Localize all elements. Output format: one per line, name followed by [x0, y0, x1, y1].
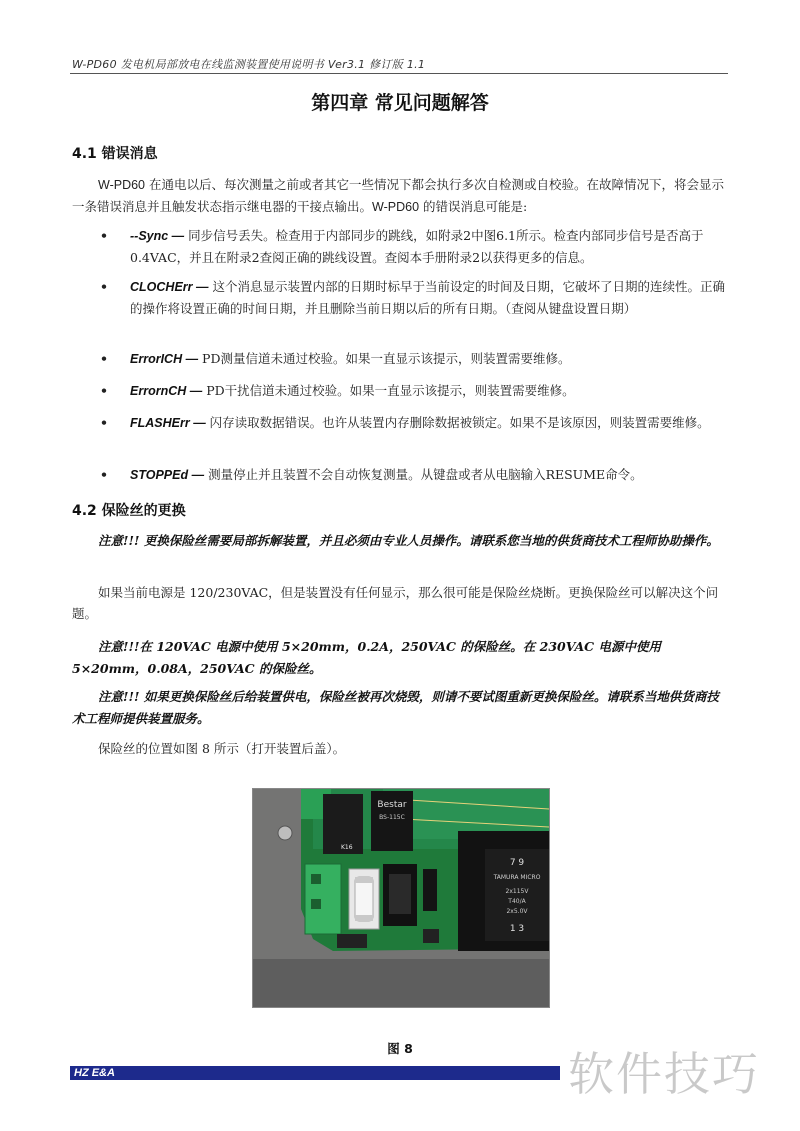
bullet-term: STOPPEd — — [130, 468, 205, 482]
intro-lead: W-PD60 — [98, 178, 146, 192]
bullet-term: FLASHErr — — [130, 416, 206, 430]
chapter-title: 第四章 常见问题解答 — [311, 92, 489, 114]
bullet-desc: 这个消息显示装置内部的日期时标早于当前设定的时间及日期，它破坏了日期的连续性。正确的操作将设置正确的时间日期，并且删除当前日期以后的所有日期。（查阅从键盘设置日期） — [130, 279, 725, 316]
watermark: 软件技巧 — [568, 1047, 760, 1101]
ic-component — [423, 869, 437, 911]
figure-caption: 图 8 — [387, 1041, 413, 1056]
bullet-desc: 同步信号丢失。检查用于内部同步的跳线，如附录2中图6.1所示。检查内部同步信号是否高于0.4VAC，并且在附录2查阅正确的跳线设置。查阅本手册附录2以获得更多的信息。 — [130, 228, 704, 265]
bullet-term: ErrornCH — — [130, 384, 203, 398]
intro-end: 的错误消息可能是: — [419, 199, 528, 214]
warning-note-2: 注意!!!在 120VAC 电源中使用 5×20mm，0.2A，250VAC 的保险丝。在 230VAC 电源中使用 5×20mm，0.08A，250VAC 的保险丝。 — [72, 639, 661, 676]
fuse — [355, 877, 373, 921]
transformer-number-2: 1 3 — [509, 924, 525, 934]
terminal-block-side — [305, 864, 341, 934]
intro-mid: 在通电以后、每次测量之前或者其它一些情况下都会执行多次自检测或自校验。在故障情况下，将会显示一条错误消息并且触发状态指示继电器的干接点输出。 — [72, 177, 724, 214]
bullet-dot: • — [100, 228, 108, 243]
header-rule — [70, 73, 728, 74]
chassis-bottom — [253, 959, 549, 1007]
intro-lead2: W-PD60 — [372, 200, 420, 214]
relay-code-label: K16 — [341, 844, 353, 851]
bullet-sync — [100, 225, 728, 268]
bullet-text — [130, 380, 728, 402]
bullet-stopped — [100, 464, 728, 486]
footer-bar — [70, 1066, 560, 1080]
bullet-dot: • — [100, 415, 108, 430]
chassis-screw — [278, 826, 292, 840]
terminal-screw — [311, 899, 321, 909]
transformer-brand-label: TAMURA MICRO — [493, 874, 541, 881]
bullet-dot: • — [100, 383, 108, 398]
relay-brand-label: Bestar — [377, 800, 407, 810]
transformer-number: 7 9 — [509, 858, 525, 868]
bullet-desc: 测量停止并且装置不会自动恢复测量。从键盘或者从电脑输入RESUME命令。 — [204, 467, 643, 482]
bullet-text — [130, 225, 728, 268]
bullet-errornch — [100, 380, 728, 402]
section-title-fuse-replacement: 4.2 保险丝的更换 — [72, 503, 186, 519]
transformer-spec-3: 2x5.0V — [506, 908, 528, 915]
relay-model-label: BS-115C — [379, 814, 405, 821]
bullet-dot: • — [100, 351, 108, 366]
terminal-screw — [311, 874, 321, 884]
fuse-cap-top — [355, 877, 373, 883]
fuse-location-photo — [252, 788, 550, 1008]
small-component — [337, 934, 367, 948]
bullet-text — [130, 348, 728, 370]
bullet-term: ErrorICH — — [130, 352, 199, 366]
warning-note-1: 注意!!! 更换保险丝需要局部拆解装置，并且必须由专业人员操作。请联系您当地的供货商技术工程师协助操作。 — [98, 533, 719, 548]
bullet-errorich — [100, 348, 728, 370]
bullet-term: --Sync — — [130, 229, 185, 243]
bullet-text — [130, 276, 728, 319]
small-component — [423, 929, 439, 943]
fuse-paragraph-1: 如果当前电源是 120/230VAC，但是装置没有任何显示，那么很可能是保险丝烧断。更换保险丝可以解决这个问题。 — [72, 585, 719, 621]
fuse-paragraph-2: 保险丝的位置如图 8 所示（打开装置后盖）。 — [98, 741, 346, 756]
bullet-text — [130, 464, 728, 486]
footer-company: HZ E&A — [74, 1067, 115, 1079]
transformer-spec-2: T40/A — [508, 898, 526, 905]
bullet-clocherr — [100, 276, 728, 319]
running-header: W-PD60 发电机局部放电在线监测装置使用说明书 Ver3.1 修订版 1.1 — [72, 58, 426, 71]
intro-paragraph — [72, 174, 728, 218]
bullet-desc: PD测量信道未通过校验。如果一直显示该提示，则装置需要维修。 — [198, 351, 571, 366]
connector-pins — [389, 874, 411, 914]
bullet-dot: • — [100, 279, 108, 294]
bullet-desc: 闪存读取数据错误。也许从装置内存删除数据被锁定。如果不是该原因，则装置需要维修。 — [205, 415, 710, 430]
bullet-text — [130, 412, 728, 434]
bullet-desc: PD干扰信道未通过校验。如果一直显示该提示，则装置需要维修。 — [202, 383, 575, 398]
bullet-flasherr — [100, 412, 728, 434]
bullet-term: CLOCHErr — — [130, 280, 209, 294]
bullet-dot: • — [100, 467, 108, 482]
pcb-illustration — [253, 789, 549, 1007]
fuse-cap-bottom — [355, 915, 373, 921]
section-title-error-messages: 4.1 错误消息 — [72, 146, 158, 162]
warning-note-3: 注意!!! 如果更换保险丝后给装置供电，保险丝被再次烧毁，则请不要试图重新更换保险丝。请联系当地供货商技术工程师提供装置服务。 — [72, 689, 719, 726]
transformer-spec-1: 2x115V — [505, 888, 529, 895]
